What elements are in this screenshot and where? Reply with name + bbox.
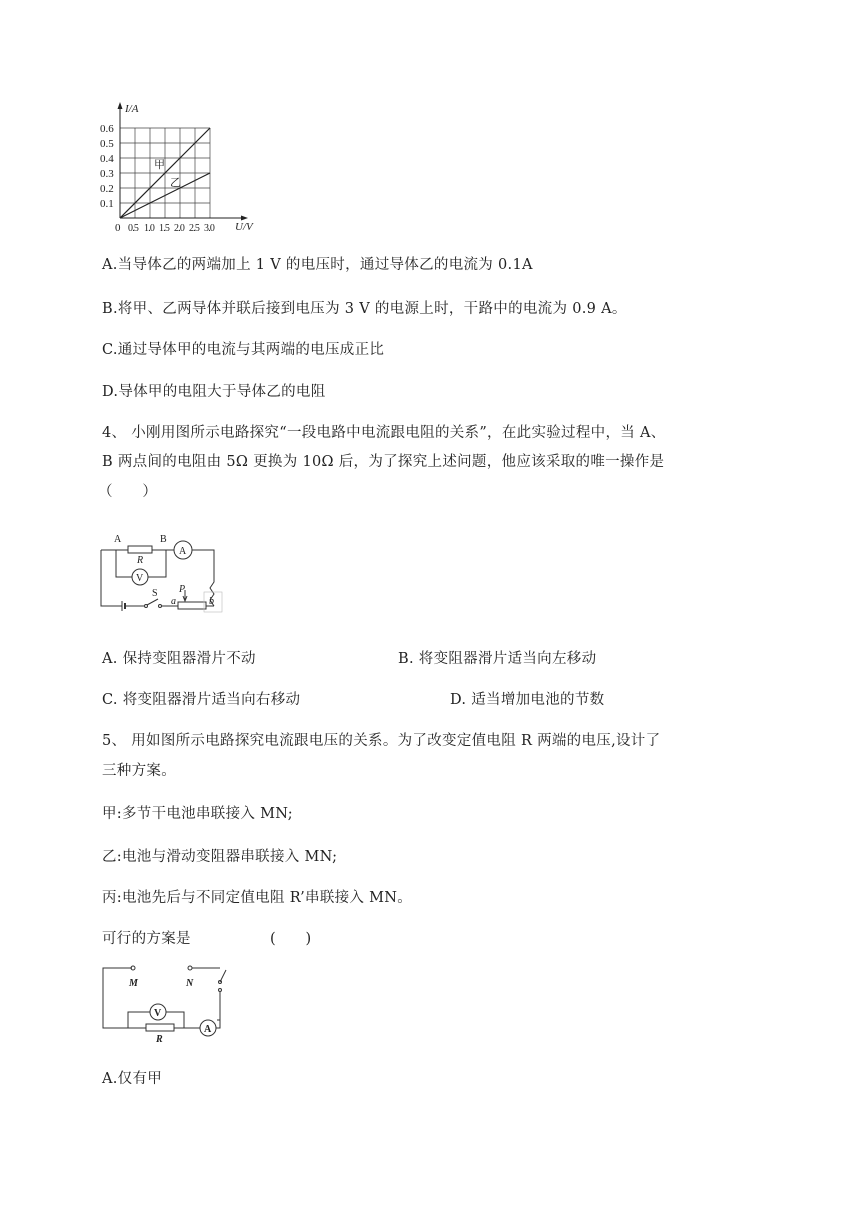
y-tick: 0.2	[100, 183, 114, 195]
y-tick: 0.5	[100, 138, 114, 150]
q3-option-a: A.当导体乙的两端加上 1 V 的电压时，通过导体乙的电流为 0.1A	[102, 257, 533, 273]
q4-option-c: C. 将变阻器滑片适当向右移动	[102, 692, 301, 708]
q4-stem-line1: 4、 小刚用图所示电路探究“一段电路中电流跟电阻的关系”，在此实验过程中，当 A、	[102, 425, 666, 441]
q4-label-B: B	[160, 534, 167, 545]
q4-option-b: B. 将变阻器滑片适当向左移动	[398, 651, 597, 667]
q3-option-b: B.将甲、乙两导体并联后接到电压为 3 V 的电源上时，干路中的电流为 0.9 A。	[102, 301, 627, 317]
series-label-yi: 乙	[170, 177, 181, 189]
q4-stem-line2: B 两点间的电阻由 5Ω 更换为 10Ω 后，为了探究上述问题，他应该采取的唯一操作是	[102, 454, 665, 470]
y-tick: 0.4	[100, 153, 114, 165]
q5-label-N: N	[186, 978, 194, 989]
x-axis-label: U/V	[235, 221, 253, 233]
x-tick: 0.5	[128, 223, 139, 234]
q4-label-b: b	[209, 596, 214, 607]
q4-label-A: A	[114, 534, 122, 545]
x-axis-arrow	[241, 216, 248, 221]
iu-graph	[98, 100, 258, 234]
q5-label-R: R	[156, 1034, 163, 1044]
x-tick: 1.0	[144, 223, 155, 234]
q4-answer-bracket: （ ）	[98, 484, 158, 500]
q3-option-c: C.通过导体甲的电流与其两端的电压成正比	[102, 342, 385, 358]
q5-voltmeter-symbol: V	[154, 1008, 162, 1019]
q5-ammeter-symbol: A	[204, 1024, 212, 1035]
q5-circuit-diagram	[98, 962, 238, 1044]
y-tick: 0.6	[100, 123, 114, 135]
y-tick: 0.3	[100, 168, 114, 180]
q5-question: 可行的方案是	[102, 931, 191, 947]
q4-label-a: a	[171, 596, 176, 607]
x-tick: 2.5	[189, 223, 200, 234]
q5-option-a: A.仅有甲	[102, 1071, 163, 1087]
series-label-jia: 甲	[154, 159, 165, 171]
q3-option-d: D.导体甲的电阻大于导体乙的电阻	[102, 384, 326, 400]
x-tick: 0	[115, 222, 121, 234]
y-axis-label: I/A	[125, 103, 139, 115]
q4-ammeter-symbol: A	[179, 546, 187, 557]
q4-option-d: D. 适当增加电池的节数	[450, 692, 605, 708]
q5-plan-jia: 甲:多节干电池串联接入 MN;	[102, 806, 293, 822]
q5-stem-line1: 5、 用如图所示电路探究电流跟电压的关系。为了改变定值电阻 R 两端的电压,设计了	[102, 733, 661, 749]
y-axis-arrow	[118, 102, 123, 109]
q5-plan-bing: 丙:电池先后与不同定值电阻 R’串联接入 MN。	[102, 890, 413, 906]
q5-stem-line2: 三种方案。	[102, 763, 176, 779]
q4-voltmeter-symbol: V	[136, 573, 144, 584]
x-tick: 2.0	[174, 223, 185, 234]
x-tick: 3.0	[204, 223, 215, 234]
q5-answer-bracket: ( )	[270, 931, 312, 947]
q4-label-P: P	[179, 584, 186, 595]
q4-label-S: S	[152, 588, 158, 599]
x-tick: 1.5	[159, 223, 170, 234]
q4-label-R: R	[137, 555, 144, 566]
y-tick: 0.1	[100, 198, 114, 210]
q5-plan-yi: 乙:电池与滑动变阻器串联接入 MN;	[102, 849, 338, 865]
q4-option-a: A. 保持变阻器滑片不动	[102, 651, 256, 667]
q5-label-M: M	[129, 978, 138, 989]
q4-circuit-diagram	[96, 530, 226, 614]
